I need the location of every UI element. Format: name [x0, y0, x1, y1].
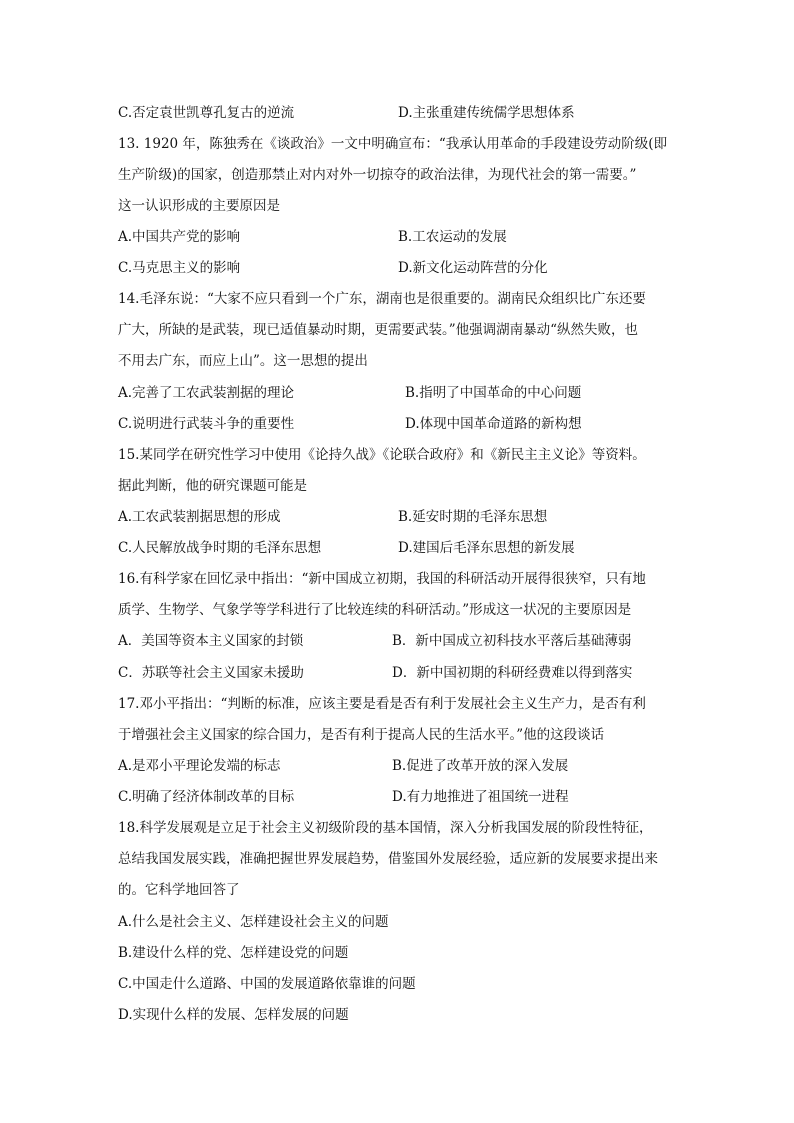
q17-option-a: A.是邓小平理论发端的标志	[118, 758, 281, 774]
q18-option-d: D.实现什么样的发展、怎样发展的问题	[118, 1007, 349, 1023]
q14-stem-line-3: 不用去广东，而应上山”。这一思想的提出	[118, 353, 368, 369]
q14-option-d: D.体现中国革命道路的新构想	[405, 416, 582, 432]
q13-stem-line-2: 生产阶级)的国家，创造那禁止对内对外一切掠夺的政治法律，为现代社会的第一需要。”	[118, 167, 637, 183]
q13-option-c: C.马克思主义的影响	[118, 260, 241, 276]
q15-stem-line-2: 据此判断，他的研究课题可能是	[118, 478, 307, 494]
q16-option-d: D．新中国初期的科研经费难以得到落实	[392, 665, 633, 681]
q16-stem-line-2: 质学、生物学、气象学等学科进行了比较连续的科研活动。”形成这一状况的主要原因是	[118, 602, 632, 618]
q13-option-b: B.工农运动的发展	[398, 229, 507, 245]
q14-option-c: C.说明进行武装斗争的重要性	[118, 416, 295, 432]
q14-option-a: A.完善了工农武装割据的理论	[118, 385, 295, 401]
q17-stem-line-1: 17.邓小平指出：“判断的标准，应该主要是看是否有利于发展社会主义生产力，是否有利	[118, 696, 646, 712]
q13-option-d: D.新文化运动阵营的分化	[398, 260, 548, 276]
q17-option-c: C.明确了经济体制改革的目标	[118, 789, 295, 805]
q18-stem-line-3: 的。它科学地回答了	[118, 882, 240, 898]
q18-option-b: B.建设什么样的党、怎样建设党的问题	[118, 945, 349, 961]
q17-option-b: B.促进了改革开放的深入发展	[392, 758, 569, 774]
q13-option-a: A.中国共产党的影响	[118, 229, 241, 245]
q15-option-b: B.延安时期的毛泽东思想	[398, 509, 548, 525]
q18-stem-line-2: 总结我国发展实践，准确把握世界发展趋势，借鉴国外发展经验，适应新的发展要求提出来	[118, 851, 658, 867]
q16-stem-line-1: 16.有科学家在回忆录中指出：“新中国成立初期，我国的科研活动开展得很狭窄，只有地	[118, 571, 646, 587]
q16-option-a: A．美国等资本主义国家的封锁	[118, 633, 304, 649]
q15-option-c: C.人民解放战争时期的毛泽东思想	[118, 540, 322, 556]
q15-option-a: A.工农武装割据思想的形成	[118, 509, 281, 525]
q15-option-d: D.建国后毛泽东思想的新发展	[398, 540, 575, 556]
q17-option-d: D.有力地推进了祖国统一进程	[392, 789, 569, 805]
q12-option-d: D.主张重建传统儒学思想体系	[398, 105, 575, 121]
q18-option-c: C.中国走什么道路、中国的发展道路依靠谁的问题	[118, 976, 416, 992]
q18-option-a: A.什么是社会主义、怎样建设社会主义的问题	[118, 914, 389, 930]
q17-stem-line-2: 于增强社会主义国家的综合国力，是否有利于提高人民的生活水平。”他的这段谈话	[118, 727, 605, 743]
q16-option-c: C．苏联等社会主义国家未援助	[118, 665, 304, 681]
q18-stem-line-1: 18.科学发展观是立足于社会主义初级阶段的基本国情，深入分析我国发展的阶段性特征，	[118, 820, 653, 836]
q14-stem-line-2: 广大，所缺的是武装，现已适值暴动时期，更需要武装。”他强调湖南暴动“纵然失败，也	[118, 322, 639, 338]
q13-stem-line-3: 这一认识形成的主要原因是	[118, 198, 280, 214]
q13-stem-line-1: 13. 1920 年，陈独秀在《谈政治》一文中明确宣布：“我承认用革命的手段建设劳动阶级(即	[118, 136, 668, 152]
q16-option-b: B．新中国成立初科技水平落后基础薄弱	[392, 633, 632, 649]
q15-stem-line-1: 15.某同学在研究性学习中使用《论持久战》《论联合政府》和《新民主主义论》等资料。	[118, 447, 646, 463]
q12-option-c: C.否定袁世凯尊孔复古的逆流	[118, 105, 295, 121]
q14-stem-line-1: 14.毛泽东说：“大家不应只看到一个广东，湖南也是很重要的。湖南民众组织比广东还要	[118, 291, 646, 307]
q14-option-b: B.指明了中国革命的中心问题	[405, 385, 582, 401]
